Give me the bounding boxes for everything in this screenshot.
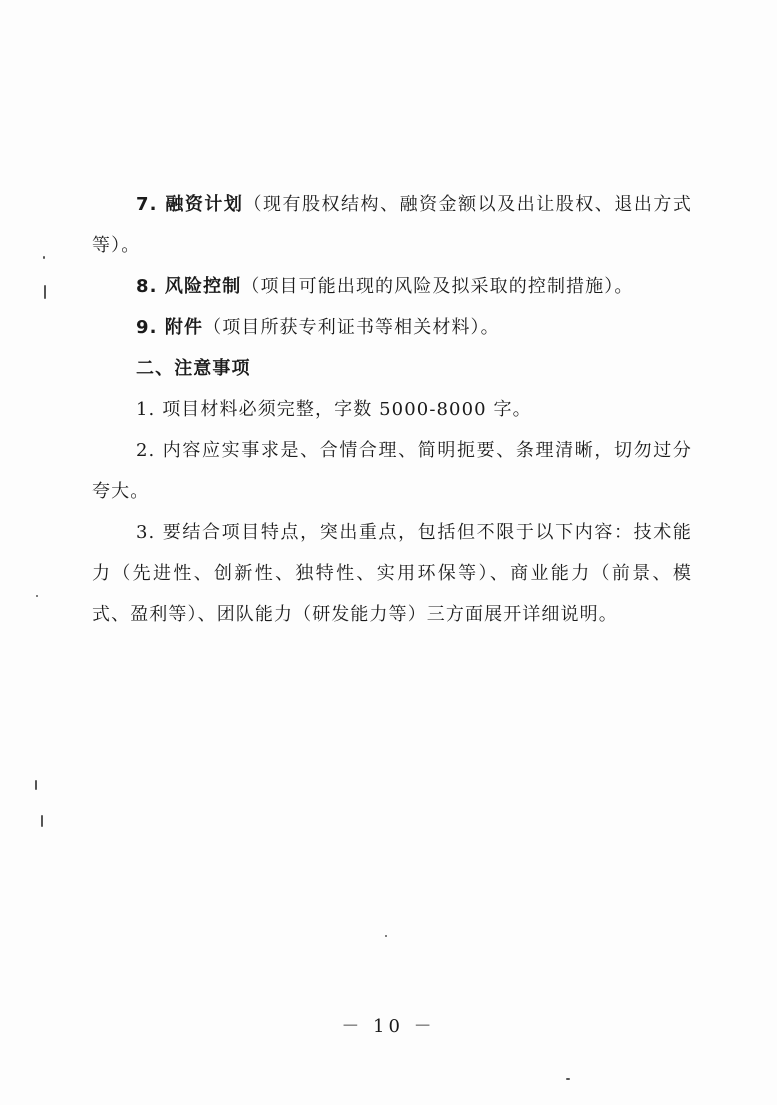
scan-speck <box>41 815 43 827</box>
section-title: 二、注意事项 <box>136 358 251 379</box>
scan-speck <box>35 780 37 790</box>
scan-speck <box>36 595 38 597</box>
scan-speck <box>385 935 387 937</box>
item-text: （项目所获专利证书等相关材料）。 <box>203 317 500 338</box>
document-body <box>92 184 692 635</box>
item-heading: 9. 附件 <box>136 317 204 338</box>
scan-speck <box>566 1078 570 1080</box>
note-3: 3. 要结合项目特点，突出重点，包括但不限于以下内容：技术能力（先进性、创新性、独特性、实用环保等）、商业能力（前景、模式、盈利等）、团队能力（研发能力等）三方面展开详细说明。 <box>92 522 692 625</box>
note-2: 2. 内容应实事求是、合情合理、简明扼要、条理清晰，切勿过分夸大。 <box>92 440 692 502</box>
item-text: （现有股权结构、融资金额以及出让股权、退出方式等）。 <box>92 194 692 256</box>
item-attachments <box>92 307 692 348</box>
note-1: 1. 项目材料必须完整，字数 5000-8000 字。 <box>136 399 532 420</box>
item-heading: 8. 风险控制 <box>136 276 242 297</box>
scan-speck <box>44 285 46 299</box>
item-risk-control <box>92 266 692 307</box>
scan-speck <box>43 256 45 259</box>
item-heading: 7. 融资计划 <box>136 194 244 215</box>
item-text: （项目可能出现的风险及拟采取的控制措施）。 <box>241 276 634 297</box>
page-number: － 10 － <box>341 1016 436 1037</box>
item-financing-plan <box>92 184 692 266</box>
